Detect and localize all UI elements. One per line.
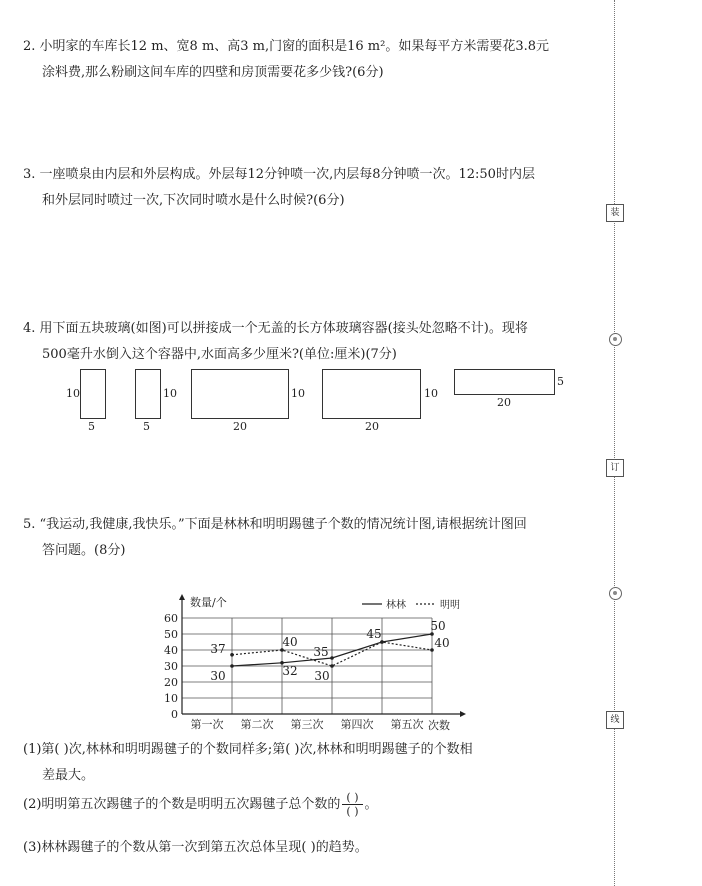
binding-hole-icon [609, 587, 622, 600]
question-5-sub-1-line-2: 差最大。 [42, 768, 95, 783]
y-tick-label: 10 [164, 692, 178, 705]
fraction-numerator: ( ) [342, 791, 362, 805]
point-value-label: 45 [366, 627, 382, 641]
glass-piece-3-bottom-label: 20 [233, 420, 247, 433]
x-tick-label: 第一次 [190, 718, 224, 731]
question-5-line-2: 答问题。(8分) [42, 543, 126, 558]
question-5-sub-2-end: 。 [364, 797, 378, 812]
question-5-line-1: 5. “我运动,我健康,我快乐。”下面是林林和明明踢毽子个数的情况统计图,请根据统计图回 [23, 517, 527, 532]
point-value-label: 35 [313, 645, 329, 659]
x-tick-label: 第四次 [340, 718, 374, 731]
glass-piece-3 [191, 369, 289, 419]
x-tick-label: 第二次 [240, 718, 274, 731]
glass-piece-1-bottom-label: 5 [88, 420, 95, 433]
legend-label-mingming: 明明 [440, 600, 460, 611]
data-point [430, 648, 434, 652]
glass-piece-5-bottom-label: 20 [497, 396, 511, 409]
data-point [330, 664, 334, 668]
chart-grid [182, 618, 432, 714]
x-tick-label: 第五次 [390, 718, 424, 731]
question-5-sub-2-text: (2)明明第五次踢毽子的个数是明明五次踢毽子总个数的 [23, 797, 341, 812]
point-value-label: 30 [314, 669, 330, 683]
question-2-line-2: 涂料费,那么粉刷这间车库的四壁和房顶需要花多少钱?(6分) [42, 65, 384, 80]
binding-tag-zhuang: 装 [606, 204, 624, 222]
binding-tag-xian: 线 [606, 711, 624, 729]
data-point [330, 656, 334, 660]
glass-piece-4-bottom-label: 20 [365, 420, 379, 433]
point-value-label: 37 [210, 641, 226, 656]
question-3-line-2: 和外层同时喷过一次,下次同时喷水是什么时候?(6分) [42, 193, 345, 208]
glass-piece-4-side-label: 10 [424, 387, 438, 400]
question-5-sub-1 [23, 737, 603, 789]
y-tick-label: 40 [164, 644, 178, 657]
question-4-line-1: 4. 用下面五块玻璃(如图)可以拼接成一个无盖的长方体玻璃容器(接头处忽略不计)。现将 [23, 321, 528, 336]
data-point [230, 664, 234, 668]
question-2-line-1: 2. 小明家的车库长12 m、宽8 m、高3 m,门窗的面积是16 m²。如果每平方米需要花3.8元 [23, 39, 550, 54]
glass-piece-5 [454, 369, 555, 395]
question-3 [23, 162, 603, 214]
glass-piece-2-bottom-label: 5 [143, 420, 150, 433]
question-5-sub-2 [23, 791, 603, 818]
legend-label-linlin: 林林 [386, 600, 406, 611]
glass-piece-2-side-label: 10 [163, 387, 177, 400]
x-axis-arrow-icon [460, 711, 466, 717]
binding-dotted-line [614, 0, 615, 886]
x-tick-label: 第三次 [290, 718, 324, 731]
point-value-label: 32 [282, 663, 298, 678]
y-tick-label: 60 [164, 612, 178, 625]
binding-hole-icon [609, 333, 622, 346]
question-3-line-1: 3. 一座喷泉由内层和外层构成。外层每12分钟喷一次,内层每8分钟喷一次。12:50时内层 [23, 167, 535, 182]
data-point [230, 653, 234, 657]
y-axis-label: 数量/个 [190, 596, 227, 609]
point-value-label: 30 [210, 669, 226, 683]
question-4-line-2: 500毫升水倒入这个容器中,水面高多少厘米?(单位:厘米)(7分) [42, 347, 397, 362]
glass-piece-3-side-label: 10 [291, 387, 305, 400]
y-tick-label: 20 [164, 676, 178, 689]
question-5-sub-3 [23, 835, 603, 861]
glass-piece-4 [322, 369, 421, 419]
fraction-denominator: ( ) [346, 805, 359, 818]
y-tick-label: 0 [171, 708, 178, 721]
point-value-label: 40 [434, 636, 450, 650]
glass-piece-5-side-label: 5 [557, 375, 564, 388]
question-5-sub-3-text: (3)林林踢毽子的个数从第一次到第五次总体呈现( )的趋势。 [23, 840, 368, 855]
y-axis-arrow-icon [179, 594, 185, 600]
point-value-label: 40 [282, 635, 298, 649]
y-tick-label: 50 [164, 628, 178, 641]
point-value-label: 50 [430, 619, 446, 633]
glass-piece-1-side-label: 10 [66, 387, 80, 400]
question-2 [23, 34, 603, 86]
x-axis-label: 次数 [428, 719, 450, 732]
answer-fraction [342, 791, 362, 818]
question-5 [23, 512, 603, 564]
chart-point-labels [210, 619, 449, 683]
glass-piece-2 [135, 369, 161, 419]
glass-piece-1 [80, 369, 106, 419]
y-tick-label: 30 [164, 660, 178, 673]
kick-count-line-chart [150, 592, 480, 738]
question-4 [23, 316, 603, 368]
chart-legend [362, 598, 460, 611]
question-5-sub-1-line-1: (1)第( )次,林林和明明踢毽子的个数同样多;第( )次,林林和明明踢毽子的个数相 [23, 742, 473, 757]
binding-tag-ding: 订 [606, 459, 624, 477]
